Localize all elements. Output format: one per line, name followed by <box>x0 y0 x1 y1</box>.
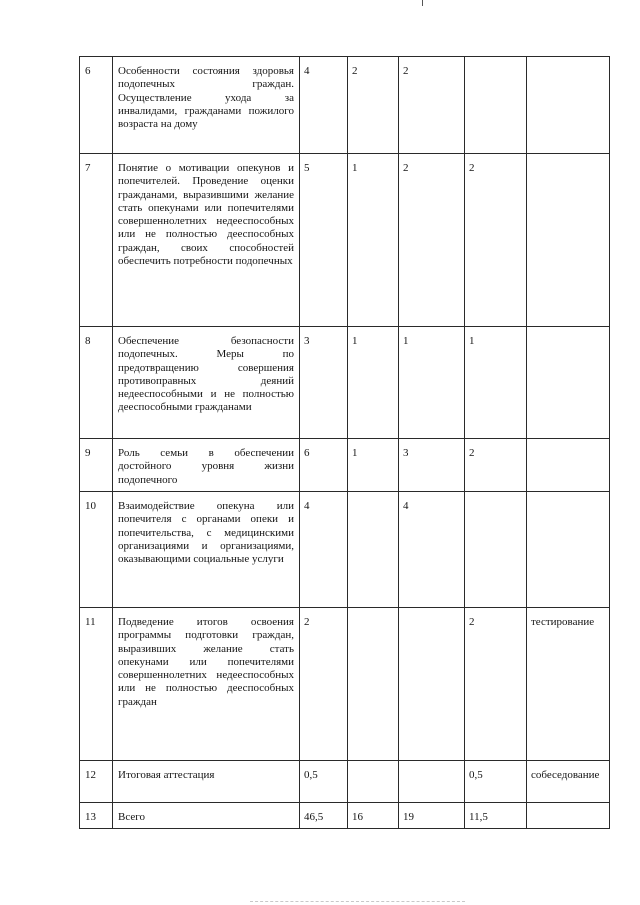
row-number: 11 <box>80 608 113 761</box>
hours-cell-3: 1 <box>465 327 527 439</box>
table-row <box>80 761 610 803</box>
hours-cell-1 <box>348 492 399 608</box>
hours-cell-2: 2 <box>399 154 465 327</box>
scan-mark <box>422 0 423 6</box>
row-number: 6 <box>80 57 113 154</box>
topic-cell: Подведение итогов освоения программы подготовки граждан, выразивших желание стать опекунами или попечителями совершеннолетних недееспособных или не полностью дееспособных граждан <box>113 608 300 761</box>
control-form-cell: собеседование <box>527 761 610 803</box>
table-row <box>80 608 610 761</box>
total-hours-cell: 5 <box>300 154 348 327</box>
hours-cell-1 <box>348 761 399 803</box>
hours-cell-2: 4 <box>399 492 465 608</box>
total-hours-cell: 46,5 <box>300 803 348 829</box>
row-number: 8 <box>80 327 113 439</box>
table-row <box>80 57 610 154</box>
control-form-cell: тестирование <box>527 608 610 761</box>
hours-cell-3: 2 <box>465 154 527 327</box>
program-table <box>79 56 610 829</box>
hours-cell-2: 2 <box>399 57 465 154</box>
control-form-cell <box>527 327 610 439</box>
table-row <box>80 439 610 492</box>
hours-cell-3: 11,5 <box>465 803 527 829</box>
control-form-cell <box>527 57 610 154</box>
row-number: 13 <box>80 803 113 829</box>
hours-cell-1: 1 <box>348 154 399 327</box>
row-number: 9 <box>80 439 113 492</box>
hours-cell-1 <box>348 608 399 761</box>
hours-cell-3: 0,5 <box>465 761 527 803</box>
hours-cell-1: 1 <box>348 439 399 492</box>
hours-cell-2: 3 <box>399 439 465 492</box>
hours-cell-3 <box>465 57 527 154</box>
topic-cell: Понятие о мотивации опекунов и попечителей. Проведение оценки гражданами, выразившими желание стать опекунами или попечителями совершеннолетних недееспособных или не полностью дееспособных граждан, своих способностей обеспечить потребности подопечных <box>113 154 300 327</box>
topic-cell: Всего <box>113 803 300 829</box>
table-row <box>80 492 610 608</box>
total-hours-cell: 4 <box>300 492 348 608</box>
topic-cell: Взаимодействие опекуна или попечителя с органами опеки и попечительства, с медицинскими организациями и организациями, оказывающими социальные услуги <box>113 492 300 608</box>
topic-cell: Особенности состояния здоровья подопечных граждан. Осуществление ухода за инвалидами, гражданами пожилого возраста на дому <box>113 57 300 154</box>
topic-cell: Роль семьи в обеспечении достойного уровня жизни подопечного <box>113 439 300 492</box>
hours-cell-1: 2 <box>348 57 399 154</box>
total-hours-cell: 4 <box>300 57 348 154</box>
scan-artifact <box>250 901 465 903</box>
total-hours-cell: 6 <box>300 439 348 492</box>
row-number: 10 <box>80 492 113 608</box>
table-row <box>80 327 610 439</box>
hours-cell-3: 2 <box>465 608 527 761</box>
row-number: 7 <box>80 154 113 327</box>
table-row <box>80 154 610 327</box>
topic-cell: Обеспечение безопасности подопечных. Меры по предотвращению совершения противоправных деяний недееспособными и не полностью дееспособными гражданами <box>113 327 300 439</box>
topic-cell: Итоговая аттестация <box>113 761 300 803</box>
hours-cell-2: 19 <box>399 803 465 829</box>
total-hours-cell: 2 <box>300 608 348 761</box>
hours-cell-1: 1 <box>348 327 399 439</box>
hours-cell-3 <box>465 492 527 608</box>
hours-cell-1: 16 <box>348 803 399 829</box>
row-number: 12 <box>80 761 113 803</box>
control-form-cell <box>527 492 610 608</box>
control-form-cell <box>527 439 610 492</box>
control-form-cell <box>527 803 610 829</box>
table-row <box>80 803 610 829</box>
hours-cell-2 <box>399 608 465 761</box>
control-form-cell <box>527 154 610 327</box>
hours-cell-2: 1 <box>399 327 465 439</box>
total-hours-cell: 3 <box>300 327 348 439</box>
total-hours-cell: 0,5 <box>300 761 348 803</box>
hours-cell-2 <box>399 761 465 803</box>
hours-cell-3: 2 <box>465 439 527 492</box>
